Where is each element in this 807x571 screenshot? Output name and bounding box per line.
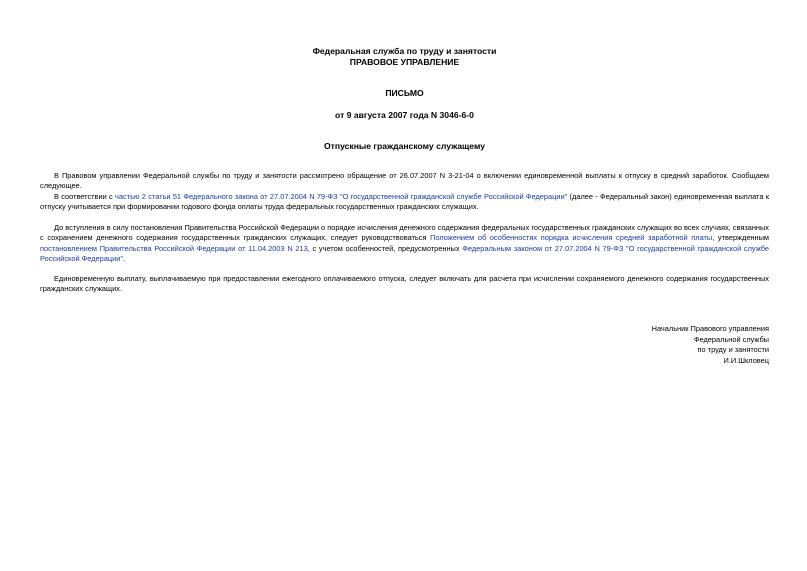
paragraph-2-text-end: (далее - Федеральный закон) единовременная выплата к отпуску учитывается при формировании годового фонда оплаты труда федеральных государственных гражданских служащих. [40, 192, 769, 212]
document-page [40, 0, 769, 571]
paragraph-4-text: Единовременную выплату, выплачиваемую при предоставлении ежегодного оплачиваемого отпуска, следует включать для расчета при исчислении сохраняемого денежного содержания государственных гражданских служащих. [40, 274, 769, 294]
signature-position-line-1: Начальник Правового управления [651, 324, 769, 333]
department-name: ПРАВОВОЕ УПРАВЛЕНИЕ [349, 57, 460, 67]
document-header-organization [40, 46, 769, 68]
paragraph-3-text-middle-2: , с учетом особенностей, предусмотренных [307, 243, 463, 253]
signature-block [652, 324, 769, 366]
paragraph-1 [40, 171, 769, 192]
document-type-title: ПИСЬМО [385, 88, 424, 98]
salary-regulation-link[interactable]: Положением об особенностях порядка исчисления средней заработной платы [430, 233, 713, 243]
paragraph-3-text-middle-1: , утвержденным [712, 233, 769, 243]
federal-law-article-link[interactable]: частью 2 статьи 51 Федерального закона от 27.07.2004 N 79-ФЗ "О государственной гражданской службе Российской Федерации" [115, 192, 568, 201]
paragraph-4 [40, 274, 769, 295]
paragraph-3-text-end: . [123, 253, 126, 263]
paragraph-3 [40, 223, 769, 264]
signature-position-line-2: Федеральной службы [693, 334, 769, 344]
paragraph-1-text: В Правовом управлении Федеральной службы по труду и занятости рассмотрено обращение от 26.07.2007 N 3-21-04 о включении единовременной выплаты к отпуску в средний заработок. Сообщаем следующее. [40, 171, 769, 191]
signature-name: И.И.Шкловец [723, 355, 769, 365]
paragraph-2-text-start: В соответствии с [54, 192, 116, 201]
paragraph-2 [40, 192, 769, 213]
federal-law-link[interactable]: Федеральным законом от 27.07.2004 N 79-ФЗ "О государственной гражданской службе Российской Федерации" [40, 243, 769, 263]
organization-name: Федеральная служба по труду и занятости [312, 46, 497, 56]
document-date-number: от 9 августа 2007 года N 3046-6-0 [335, 110, 474, 120]
paragraph-3-text-start: До вступления в силу постановления Правительства Российской Федерации о порядке исчисления денежного содержания федеральных государственных гражданских служащих во всех случаях, связанных с сохранением денежного содержания государственных гражданских служащих, следует руководствоваться [40, 223, 769, 243]
government-resolution-link[interactable]: постановлением Правительства Российской Федерации от 11.04.2003 N 213 [40, 243, 308, 253]
signature-position-line-3: по труду и занятости [697, 345, 769, 355]
document-subject: Отпускные гражданскому служащему [324, 141, 485, 151]
